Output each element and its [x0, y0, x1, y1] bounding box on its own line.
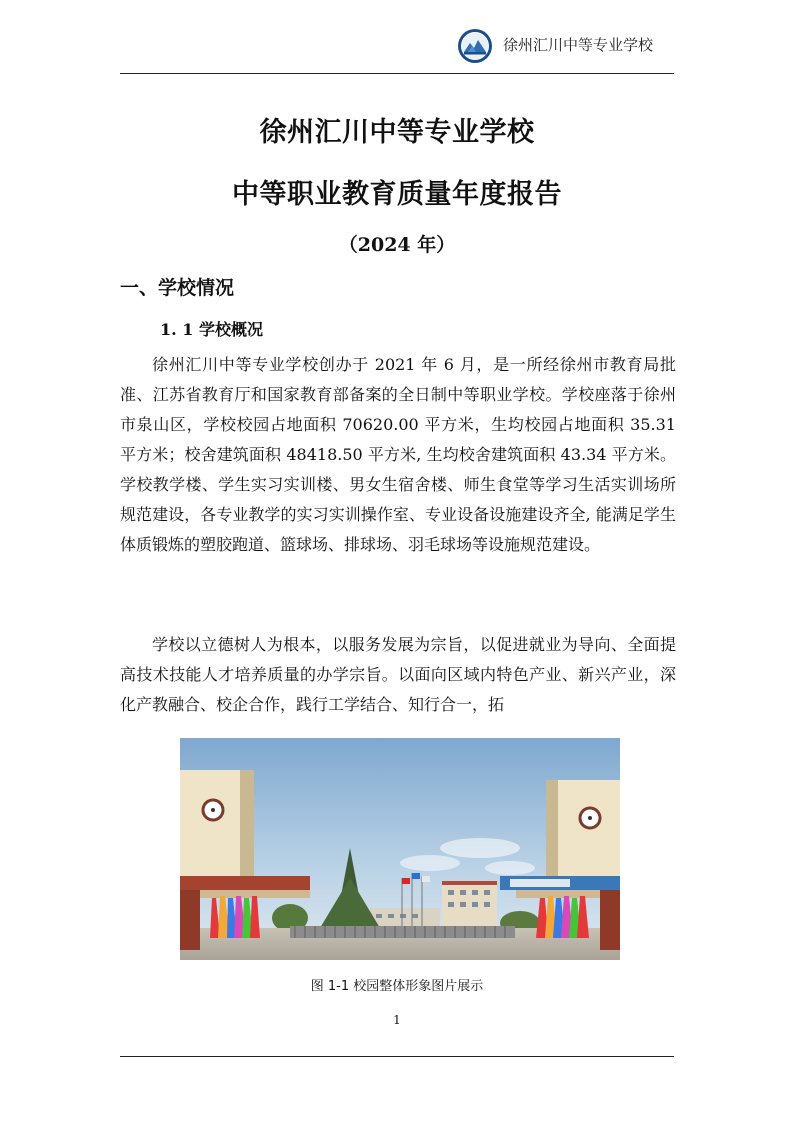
section-heading: 一、学校情况 — [120, 277, 235, 299]
header-school-name: 徐州汇川中等专业学校 — [503, 36, 654, 54]
subsection-heading: 1. 1 学校概况 — [160, 320, 263, 339]
report-year: （2024 年） — [338, 234, 456, 256]
report-title-school: 徐州汇川中等专业学校 — [259, 117, 535, 148]
school-logo-icon — [457, 28, 493, 64]
figure-caption: 图 1-1 校园整体形象图片展示 — [310, 979, 484, 994]
report-title-main: 中等职业教育质量年度报告 — [232, 179, 562, 210]
page-header — [120, 22, 674, 72]
footer-divider — [120, 1056, 674, 1057]
campus-photo — [180, 738, 620, 960]
paragraph-overview: 徐州汇川中等专业学校创办于 2021 年 6 月，是一所经徐州市教育局批准、江苏省教育厅和国家教育部备案的全日制中等职业学校。学校座落于徐州市泉山区，学校校园占地面积 70620.00 平方米，生均校园占地面积 35.31 平方米；校舍建筑面积 48418.50 平方米, 生均校舍建筑面积 43.34 平方米。学校教学楼、学生实习实训楼、男女生宿舍楼、师生食堂等学习生活实训场所规范建设，各专业教学的实习实训操作室、专业设备设施建设齐全, 能满足学生体质锻炼的塑胶跑道、篮球场、排球场、羽毛球场等设施规范建设。 — [120, 355, 676, 554]
paragraph-mission: 学校以立德树人为根本，以服务发展为宗旨，以促进就业为导向、全面提高技术技能人才培养质量的办学宗旨。以面向区域内特色产业、新兴产业，深化产教融合、校企合作，践行工学结合、知行合一，拓 — [120, 635, 676, 714]
header-divider — [120, 73, 674, 74]
page-number: 1 — [393, 1013, 401, 1027]
